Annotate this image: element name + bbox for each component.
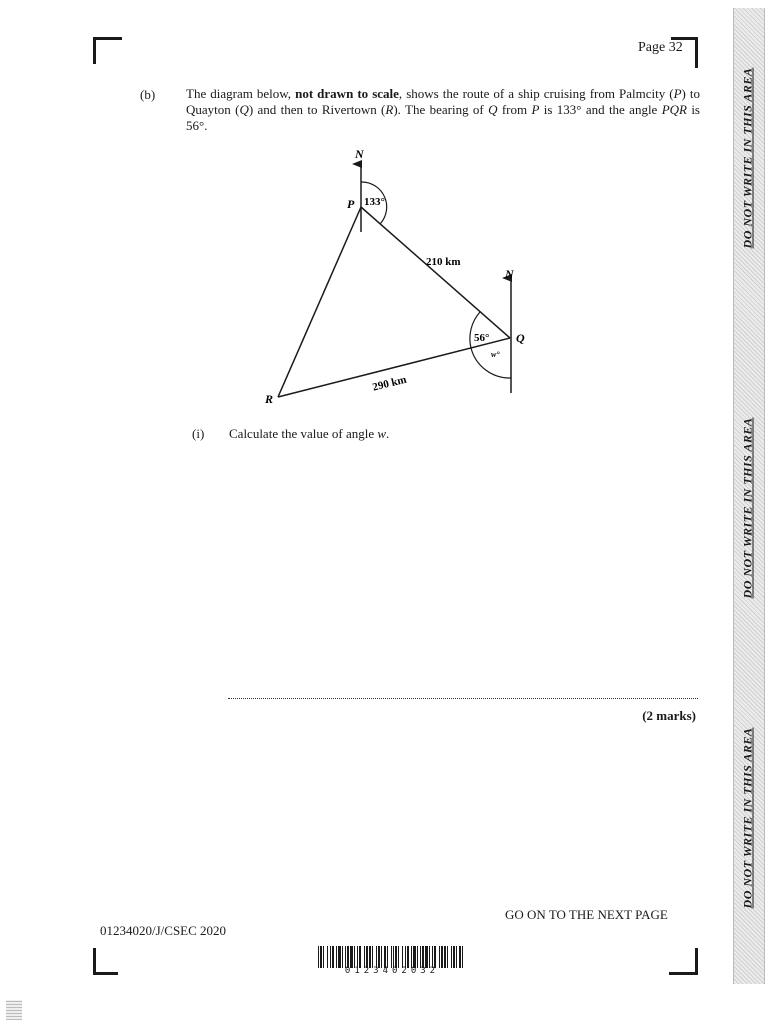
barcode-bar [366, 946, 368, 968]
vertex-label-p: P [347, 197, 355, 211]
barcode-bar [413, 946, 416, 968]
marks-label: (2 marks) [642, 708, 696, 723]
barcode-bar [422, 946, 424, 968]
barcode-bar [456, 946, 457, 968]
barcode-bar [429, 946, 430, 968]
corner-mark-bottom-right [669, 948, 698, 975]
barcode-bar [444, 946, 446, 968]
emphasis-text: not drawn to scale [295, 86, 399, 101]
barcode-bar [350, 946, 353, 968]
barcode-bar [384, 946, 386, 968]
north-label-q: N [505, 267, 514, 281]
barcode-bar [338, 946, 341, 968]
barcode-digits: 0123402032 [344, 966, 440, 976]
barcode-bar [378, 946, 380, 968]
barcode-bar [405, 946, 406, 968]
barcode-bar [398, 946, 399, 968]
sub-question-label: (i) [192, 426, 205, 441]
barcode-bar [323, 946, 324, 968]
north-label-p: N [355, 147, 364, 161]
barcode-bar [387, 946, 388, 968]
question-text: The diagram below, not drawn to scale, shows the route of a ship cruising from Palmcity (P) to Quayton (Q) and then to Rivertown (R). The bearing of Q from P is 133° and the angle PQR is 56°. [186, 86, 701, 133]
barcode-bar [332, 946, 334, 968]
barcode-bar [459, 946, 461, 968]
page-number: Page 32 [638, 40, 683, 55]
angle-w-label: w° [491, 350, 500, 359]
barcode-bar [407, 946, 409, 968]
barcode-bar [330, 946, 331, 968]
barcode-bar [439, 946, 440, 968]
barcode-bar [432, 946, 433, 968]
barcode-bar [411, 946, 412, 968]
distance-pq-label: 210 km [426, 256, 461, 268]
barcode-bar [425, 946, 428, 968]
barcode-bar [447, 946, 448, 968]
barcode-bar [393, 946, 394, 968]
barcode-bar [402, 946, 403, 968]
vertex-label-q: Q [516, 331, 525, 345]
barcode-bar [320, 946, 322, 968]
vertex-label-r: R [265, 392, 274, 406]
barcode-bar [453, 946, 455, 968]
bearing-angle-label: 133° [364, 196, 385, 208]
route-pq [361, 207, 510, 338]
barcode-bar [395, 946, 397, 968]
barcode-bar [372, 946, 373, 968]
go-on-notice: GO ON TO THE NEXT PAGE [505, 907, 668, 922]
answer-line [228, 698, 698, 699]
barcode-bar [420, 946, 421, 968]
barcode [318, 946, 466, 968]
barcode-bar [417, 946, 418, 968]
corner-mark-bottom-left [93, 948, 118, 975]
barcode-bar [369, 946, 371, 968]
route-rp [278, 207, 361, 397]
barcode-bar [462, 946, 463, 968]
barcode-bar [327, 946, 328, 968]
part-label: (b) [140, 87, 156, 102]
barcode-bar [354, 946, 355, 968]
barcode-bar [364, 946, 365, 968]
scan-artifact [6, 1000, 22, 1020]
barcode-bar [434, 946, 436, 968]
barcode-bar [357, 946, 358, 968]
barcode-bar [359, 946, 361, 968]
barcode-bar [381, 946, 382, 968]
barcode-bar [376, 946, 377, 968]
barcode-bar [318, 946, 319, 968]
angle-pqr-label: 56° [474, 332, 490, 344]
barcode-bar [451, 946, 452, 968]
barcode-bar [441, 946, 443, 968]
sub-question-text: Calculate the value of angle w. [229, 426, 390, 441]
barcode-bar [347, 946, 349, 968]
barcode-bar [336, 946, 337, 968]
barcode-bar [345, 946, 346, 968]
distance-qr-label: 290 km [371, 373, 408, 394]
paper-code: 01234020/J/CSEC 2020 [100, 923, 227, 938]
corner-mark-top-left [93, 37, 122, 64]
barcode-bar [391, 946, 392, 968]
route-diagram [240, 140, 560, 415]
barcode-bar [342, 946, 343, 968]
